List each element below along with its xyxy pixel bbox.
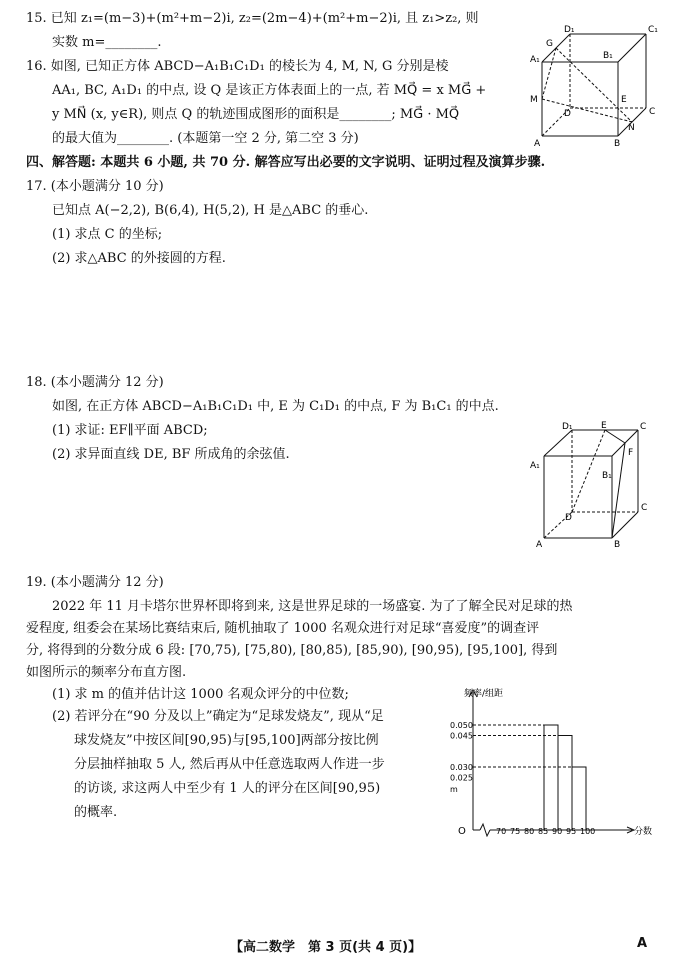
q19-part2-line1: (2) 若评分在“90 分及以上”确定为“足球发烧友”, 现从“足	[52, 709, 384, 724]
q16-label-a: A	[534, 139, 541, 149]
q16-label-g: G	[546, 39, 553, 49]
q16-label-c1: C₁	[648, 25, 658, 35]
q16-line1: 16. 如图, 已知正方体 ABCD−A₁B₁C₁D₁ 的棱长为 4, M, N, G 分别是棱	[26, 59, 449, 74]
q19-part1: (1) 求 m 的值并估计这 1000 名观众评分的中位数;	[52, 687, 349, 702]
histogram-y-tick-label: 0.050	[450, 721, 473, 730]
q16-label-b: B	[614, 139, 621, 149]
section-heading: 四、解答题: 本题共 6 小题, 共 70 分. 解答应写出必要的文字说明、证明过程及演算步骤.	[26, 155, 546, 170]
q18-label-a1: A₁	[530, 461, 540, 471]
q18-label-b1: B₁	[602, 471, 612, 481]
q17-part2: (2) 求△ABC 的外接圆的方程.	[52, 251, 226, 266]
histogram-y-tick-label: 0.045	[450, 731, 473, 741]
histogram-x-tick-label: 70	[496, 827, 507, 836]
q16-label-d: D	[564, 109, 571, 119]
q16-label-b1: B₁	[603, 51, 613, 61]
q16-line2: AA₁, BC, A₁D₁ 的中点, 设 Q 是该正方体表面上的一点, 若 MQ⃗ = x MG⃗ +	[52, 83, 487, 98]
q16-label-e: E	[621, 95, 627, 105]
histogram-x-tick-label: 90	[552, 827, 563, 836]
q16-line4: 的最大值为________. (本题第一空 2 分, 第二空 3 分)	[52, 131, 359, 146]
histogram-x-tick-label: 85	[538, 827, 549, 836]
histogram-x-tick-label: 75	[510, 827, 521, 836]
q18-label-e: E	[601, 421, 607, 431]
q18-label-d: D	[565, 513, 572, 523]
q18-part2: (2) 求异面直线 DE, BF 所成角的余弦值.	[52, 447, 290, 462]
q18-cube-figure	[528, 420, 658, 548]
q17-stem: 已知点 A(−2,2), B(6,4), H(5,2), H 是△ABC 的垂心.	[52, 203, 369, 218]
q18-label-a: A	[536, 540, 543, 548]
q16-label-d1: D₁	[564, 25, 575, 35]
histogram-bar	[544, 725, 558, 830]
q18-label-c1: C	[640, 422, 647, 432]
q15-line1: 15. 已知 z₁=(m−3)+(m²+m−2)i, z₂=(2m−4)+(m²+m−2)i, 且 z₁>z₂, 则	[26, 11, 479, 26]
q19-part2-line4: 的访谈, 求这两人中至少有 1 人的评分在区间[90,95)	[74, 781, 381, 796]
q18-part1: (1) 求证: EF∥平面 ABCD;	[52, 423, 208, 438]
histogram-x-tick-label: 80	[524, 827, 535, 836]
q19-part2-line5: 的概率.	[74, 805, 118, 820]
page-footer: 【高二数学 第 3 页(共 4 页)】	[230, 940, 422, 955]
histogram-ylabel: 频率/组距	[464, 689, 504, 699]
histogram-bar	[558, 736, 572, 831]
q19-p1: 2022 年 11 月卡塔尔世界杯即将到来, 这是世界足球的一场盛宴. 为了了解全民对足球的热	[52, 599, 573, 614]
q16-cube-figure	[528, 22, 668, 150]
histogram-x-tick-label: 95	[566, 827, 577, 836]
q18-label-d1: D₁	[562, 422, 573, 432]
histogram-y-tick-label: 0.025	[450, 773, 473, 783]
q18-label-b: B	[614, 540, 621, 548]
q18-label-c: C	[641, 503, 648, 513]
q18-stem: 如图, 在正方体 ABCD−A₁B₁C₁D₁ 中, E 为 C₁D₁ 的中点, F 为 B₁C₁ 的中点.	[52, 399, 499, 414]
q19-title: 19. (本小题满分 12 分)	[26, 575, 164, 590]
q19-p3: 分, 将得到的分数分成 6 段: [70,75), [75,80), [80,85), [85,90), [90,95), [95,100], 得到	[26, 643, 558, 658]
q19-part2-line3: 分层抽样抽取 5 人, 然后再从中任意选取两人作进一步	[74, 757, 385, 772]
q18-title: 18. (本小题满分 12 分)	[26, 375, 164, 390]
frequency-histogram	[450, 682, 665, 837]
q17-title: 17. (本小题满分 10 分)	[26, 179, 164, 194]
histogram-x-tick-label: 100	[580, 827, 596, 836]
q19-part2-line2: 球发烧友”中按区间[90,95)与[95,100]两部分按比例	[74, 733, 379, 748]
q18-label-f: F	[628, 448, 634, 458]
q19-p2: 爱程度, 组委会在某场比赛结束后, 随机抽取了 1000 名观众进行对足球“喜爱度”的调查评	[26, 621, 540, 636]
histogram-y-tick-label: 0.030	[450, 763, 473, 772]
q16-label-m: M	[530, 95, 538, 105]
histogram-origin: O	[458, 826, 466, 837]
q16-label-c: C	[649, 107, 656, 117]
q15-line2: 实数 m=________.	[52, 35, 162, 50]
q17-part1: (1) 求点 C 的坐标;	[52, 227, 163, 242]
paper-version: A	[637, 936, 648, 951]
histogram-y-tick-label: m	[450, 785, 458, 795]
q19-p4: 如图所示的频率分布直方图.	[26, 665, 187, 680]
q16-label-n: N	[628, 123, 635, 133]
q16-line3: y MN⃗ (x, y∈R), 则点 Q 的轨迹围成图形的面积是________; MG⃗ · MQ⃗	[52, 107, 460, 122]
q16-label-a1: A₁	[530, 55, 540, 65]
histogram-bar	[572, 767, 586, 830]
histogram-xlabel: 分数	[634, 827, 653, 837]
